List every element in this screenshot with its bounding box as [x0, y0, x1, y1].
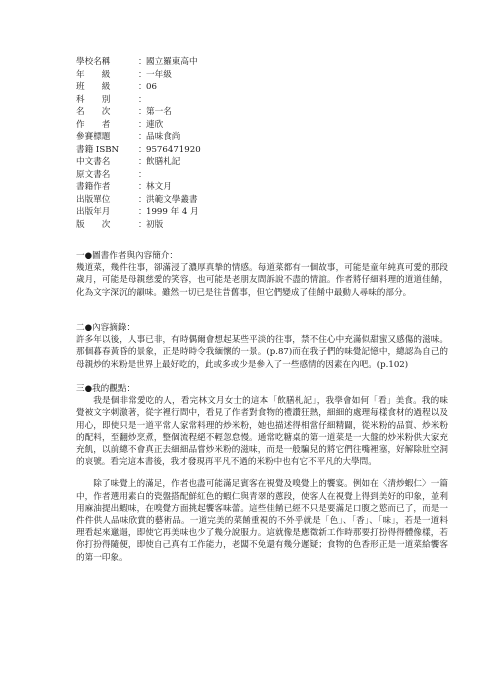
intro-section — [76, 250, 448, 299]
intro-body: 幾道菜，幾件往事，卻滿浸了濃厚真摯的情感。每道菜都有一個故事，可能是童年純真可愛的那段歲月，可能是母親慈愛的笑容，也可能是老朋友間訴說不盡的情誼。作者將仔細料理的道道佳餚，化為文字深沉的韻味。雖然一切已是往昔舊事，但它們變成了佳餚中最動人尋味的部分。 — [76, 263, 448, 298]
excerpt-body: 許多年以後，人事已非，有時偶爾會想起某些平淡的往事，禁不住心中充滿似甜蜜又感傷的滋味。那個暮春黃昏的景象，正是時時令我緬懷的一景。(p.87)而在我子們的味覺記憶中，總認為自己的母親炒的米粉是世界上最好吃的，此或多或少是參入了一些感情的因素在內吧。(p.102) — [76, 335, 448, 370]
book-info-separator: ： — [138, 82, 147, 92]
book-info-separator: ： — [138, 207, 147, 217]
book-info-row — [76, 81, 436, 94]
book-info-value: 一年級 — [146, 69, 172, 80]
excerpt-section — [76, 322, 448, 371]
book-info-separator: ： — [138, 144, 147, 155]
book-info-label: 出版單位 — [76, 194, 111, 205]
book-info-label: 名 次 — [76, 107, 111, 117]
book-info-value: 初版 — [146, 219, 164, 230]
book-info-separator: ： — [138, 107, 147, 117]
book-info-value: 洪範文學叢書 — [146, 194, 198, 205]
book-info-label: 科 別 — [76, 94, 111, 105]
book-info-row — [76, 144, 436, 157]
opinion-paragraph-1: 我是個非常愛吃的人，看完林文月女士的這本「飲膳札記」，我學會如何「看」美食。我的味覺被文字刺激著，從字裡行間中，看見了作者對食物的禮讚狂熱，細細的處理每樣食材的過程以及用心，即使只是一道平常人家常料理的炒米粉，她也描述得相當仔細精闢，從米粉的品質、炒米粉的配料，至翻炒烹煮，整個流程絕不輕忽怠慢。通常吃糖桌的第一道菜是一大盤的炒米粉供大家充充飢，以前總不會真正去細細品嘗炒米粉的滋味，而是一般騙兒的將它們往嘴裡塞，好解除肚空洞的哀號。看完這本書後，我才發現再平凡不過的米粉中也有它不平凡的大學問。 — [76, 396, 448, 468]
book-info-row — [76, 56, 436, 69]
book-info-value: 國立羅東高中 — [146, 57, 198, 67]
book-info-separator: ： — [138, 57, 147, 67]
book-info-label: 參賽標題 — [76, 132, 111, 142]
book-info-separator: ： — [138, 219, 147, 230]
book-info-label: 作 者 — [76, 119, 111, 130]
book-info-separator: ： — [138, 169, 147, 180]
book-info-label: 學校名稱 — [76, 57, 111, 67]
book-info-row — [76, 181, 436, 194]
book-info-separator: ： — [138, 182, 147, 192]
book-info-value: 林文月 — [146, 182, 172, 192]
book-info-value: 第一名 — [146, 107, 172, 117]
book-info-row — [76, 106, 436, 119]
book-info-separator: ： — [138, 157, 147, 167]
book-info-list — [76, 56, 436, 231]
book-info-label: 出版年月 — [76, 207, 111, 217]
opinion-title: 三●我的觀點： — [76, 384, 136, 394]
book-info-value: 1999 年 4 月 — [146, 207, 199, 217]
book-info-label: 中文書名 — [76, 157, 111, 167]
book-info-row — [76, 206, 436, 219]
book-info-label: 班 級 — [76, 82, 111, 92]
book-info-row — [76, 131, 436, 144]
intro-title: 一●圖書作者與內容簡介： — [76, 251, 179, 261]
book-info-row — [76, 94, 436, 107]
book-info-row — [76, 69, 436, 82]
book-info-label: 版 次 — [76, 219, 111, 230]
book-info-row — [76, 219, 436, 232]
book-info-row — [76, 169, 436, 182]
book-info-separator: ： — [138, 194, 147, 205]
book-info-value: 飲膳札記 — [146, 157, 181, 167]
book-info-value: 連欣 — [146, 119, 164, 130]
opinion-paragraph-2: 除了味覺上的滿足，作者也盡可能滿足賓客在視覺及嗅覺上的饗宴。例如在〈清炒蝦仁〉一篇中，作者選用素白的瓷盤搭配鮮紅色的蝦仁與青翠的蔥段，使客人在視覺上得到美好的印象，並利用麻油提出蝦味，在嗅覺方面挑起饗客味蕾。這些佳餚已經不只是要滿足口腹之慾而已了，而是一件件供人品味欣賞的藝術品。一道完美的菜餚重視的不外乎就是「色」、「香」、「味」，若是一道料理看起來邋遢，即使它再美味也少了幾分說服力。這就像是應徵新工作時那要打扮得得體像樣，若你打扮得隨便，即使自己真有工作能力，老闆不免還有幾分遲疑；食物的色香形正是一道菜給饗客的第一印象。 — [76, 479, 448, 563]
opinion-section — [76, 383, 448, 564]
book-info-row — [76, 194, 436, 207]
book-info-label: 原文書名 — [76, 169, 111, 180]
book-info-value: 品味食尚 — [146, 132, 181, 142]
book-info-row — [76, 119, 436, 132]
book-info-value: 06 — [146, 82, 157, 92]
book-info-value: 9576471920 — [146, 144, 201, 155]
excerpt-title: 二●內容摘錄： — [76, 323, 136, 333]
book-info-separator: ： — [138, 119, 147, 130]
book-info-row — [76, 156, 436, 169]
book-info-label: 年 級 — [76, 69, 111, 80]
book-info-label: 書籍 ISBN — [76, 144, 120, 155]
book-info-separator: ： — [138, 132, 147, 142]
book-info-separator: ： — [138, 69, 147, 80]
book-info-separator: ： — [138, 94, 147, 105]
book-info-label: 書籍作者 — [76, 182, 111, 192]
